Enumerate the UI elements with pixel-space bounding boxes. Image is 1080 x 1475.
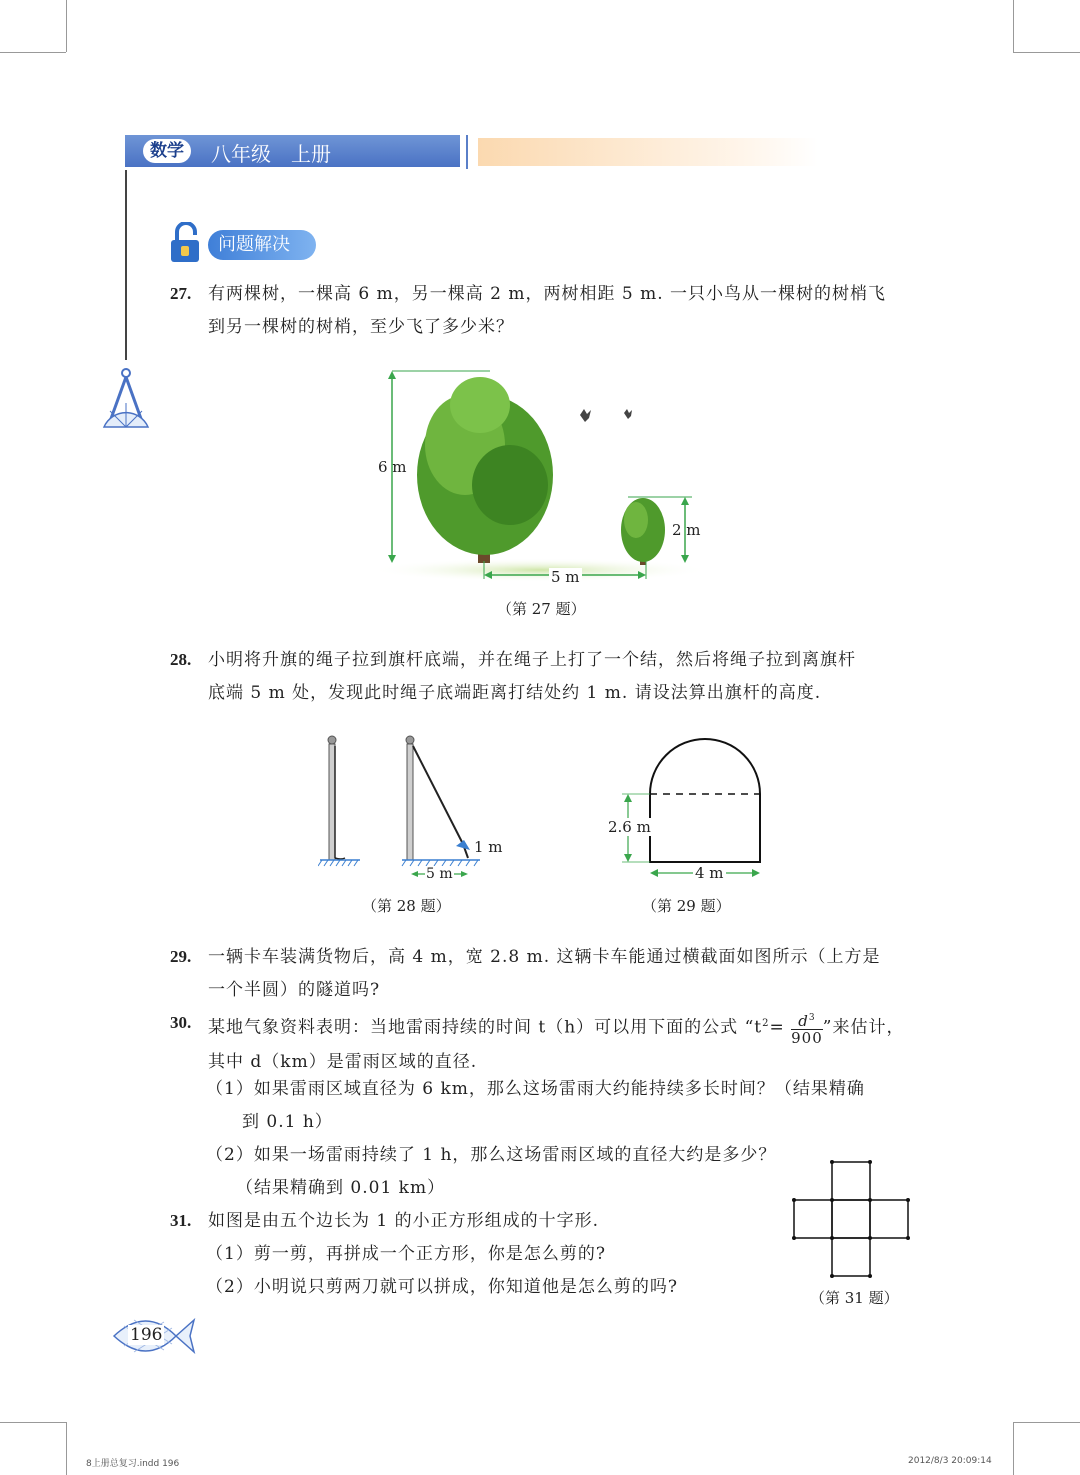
- section-label: 问题解决: [208, 230, 316, 260]
- subject-badge: 数学: [143, 139, 191, 163]
- problem-30-text-b: ”来估计，: [822, 1017, 905, 1038]
- crop-mark: [66, 1422, 67, 1475]
- problem-30-line: 其中 d（km）是雷雨区域的直径.: [208, 1052, 478, 1073]
- problem-31-number: 31.: [170, 1211, 192, 1230]
- crop-mark: [1013, 1422, 1014, 1475]
- grade-label: 八年级 上册: [211, 142, 331, 166]
- problem-28-line: 小明将升旗的绳子拉到旗杆底端，并在绳子上打了一个结，然后将绳子拉到离旗杆: [208, 650, 856, 670]
- crop-mark: [0, 52, 66, 53]
- lock-icon: [168, 222, 202, 264]
- problem-30-text-a: 某地气象资料表明：当地雷雨持续的时间 t（h）可以用下面的公式 “t: [208, 1017, 763, 1038]
- label-6m: 6 m: [378, 458, 407, 476]
- problem-29-line: 一辆卡车装满货物后，高 4 m，宽 2.8 m. 这辆卡车能通过横截面如图所示（上方是: [208, 947, 881, 967]
- figure-29-tunnel: [618, 730, 768, 880]
- formula-fraction: [791, 1010, 823, 1046]
- problem-28-text: [208, 644, 928, 710]
- figure-28-flagpole: [318, 732, 488, 882]
- footer-timestamp: 2012/8/3 20:09:14: [908, 1456, 992, 1466]
- problem-31-sub: （2）小明说只剪两刀就可以拼成，你知道他是怎么剪的吗?: [206, 1277, 678, 1297]
- problem-30-sub2-line: （结果精确到 0.01 km）: [236, 1178, 446, 1198]
- page-header: [125, 135, 460, 167]
- problem-31-text: [208, 1205, 768, 1238]
- exponent-d: 3: [808, 1013, 816, 1024]
- fraction-numerator: d: [798, 1012, 809, 1031]
- problem-31-line: 如图是由五个边长为 1 的小正方形组成的十字形.: [208, 1211, 600, 1231]
- margin-rule: [125, 170, 127, 360]
- problem-27-line: 有两棵树，一棵高 6 m，另一棵高 2 m，两树相距 5 m. 一只小鸟从一棵树的树梢飞: [208, 284, 887, 304]
- fraction-denominator: 900: [791, 1029, 823, 1048]
- problem-29-number: 29.: [170, 947, 192, 966]
- label-5m-fig28: 5 m: [426, 866, 453, 882]
- compass-icon: [100, 365, 152, 431]
- problem-29-line: 一个半圆）的隧道吗?: [208, 980, 381, 1000]
- problem-30-sub2: [206, 1139, 786, 1205]
- page-number: 196: [130, 1325, 163, 1345]
- problem-28-line: 底端 5 m 处，发现此时绳子底端距离打结处约 1 m. 请设法算出旗杆的高度.: [208, 683, 822, 703]
- problem-28-number: 28.: [170, 650, 192, 669]
- label-2-6m: 2.6 m: [608, 818, 651, 836]
- problem-30-sub1-line: （1）如果雷雨区域直径为 6 km，那么这场雷雨大约能持续多长时间？（结果精确: [206, 1079, 865, 1099]
- label-2m: 2 m: [672, 521, 701, 539]
- problem-27-text: [208, 278, 928, 344]
- crop-mark: [0, 1422, 66, 1423]
- problem-27-line: 到另一棵树的树梢，至少飞了多少米？: [208, 317, 514, 337]
- header-divider: [466, 135, 468, 169]
- label-1m: 1 m: [474, 838, 503, 856]
- problem-31-sub: （1）剪一剪，再拼成一个正方形，你是怎么剪的?: [206, 1244, 606, 1264]
- footer-file: 8上册总复习.indd 196: [86, 1459, 180, 1469]
- crop-mark: [1013, 52, 1080, 53]
- crop-mark: [66, 0, 67, 52]
- problem-31-subs: [206, 1238, 766, 1304]
- label-5m: 5 m: [551, 568, 580, 586]
- equals-sign: =: [769, 1017, 785, 1038]
- problem-27-number: 27.: [170, 284, 192, 303]
- exponent-t: 2: [762, 1018, 770, 1029]
- problem-30-number: 30.: [170, 1013, 192, 1032]
- crop-mark: [1013, 1422, 1080, 1423]
- problem-30-sub1-line: 到 0.1 h）: [242, 1112, 333, 1132]
- problem-30-text: [208, 1007, 928, 1079]
- problem-30-sub1: [206, 1073, 926, 1139]
- figure-29-caption: （第 29 题）: [642, 897, 731, 915]
- figure-31-caption: （第 31 题）: [810, 1289, 899, 1307]
- header-decoration: [478, 138, 818, 166]
- figure-27-trees: [370, 365, 710, 585]
- problem-30-sub2-line: （2）如果一场雷雨持续了 1 h，那么这场雷雨区域的直径大约是多少？: [206, 1145, 777, 1165]
- crop-mark: [1013, 0, 1014, 52]
- label-4m: 4 m: [695, 864, 724, 882]
- figure-31-cross: [790, 1158, 914, 1280]
- problem-29-text: [208, 941, 928, 1007]
- figure-28-caption: （第 28 题）: [362, 897, 451, 915]
- problem-30-line-1: [208, 1007, 928, 1046]
- figure-27-caption: （第 27 题）: [497, 600, 586, 618]
